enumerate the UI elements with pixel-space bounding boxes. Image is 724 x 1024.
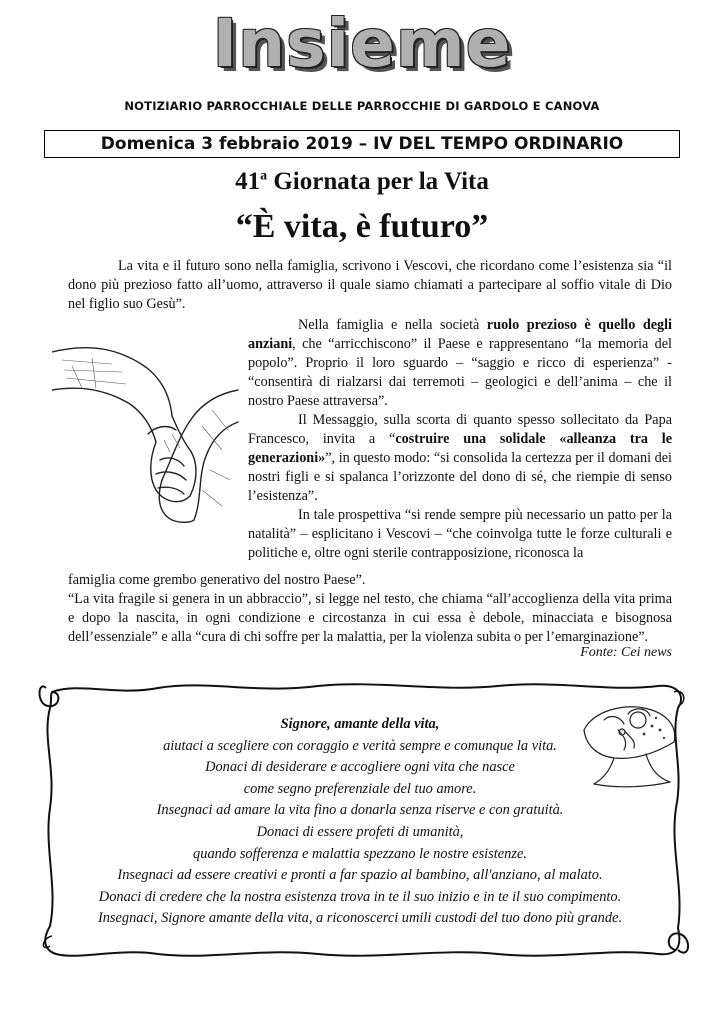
article-wide-text: [68, 571, 672, 647]
prayer-line: Donaci di desiderare e accogliere ogni vita che nasce: [205, 759, 515, 776]
paragraph-anziani: Nella famiglia e nella società ruolo prezioso è quello degli anziani, che “arricchiscono” il Paese e rappresentano “la memoria del popolo”. Proprio il loro sguardo – “saggio e ricco di esperienza” - “consentirà di rialzarsi dai terremoti – geologici e dell’anima – che il nostro Paese attraversa”.: [248, 317, 672, 409]
prayer-line: Insegnaci ad essere creativi e pronti a far spazio al bambino, all'anziano, al malato.: [117, 867, 603, 884]
prayer-line: quando sofferenza e malattia spezzano le nostre esistenze.: [193, 845, 527, 862]
bold-anziani: ruolo prezioso è quello degli anziani: [248, 317, 672, 352]
newsletter-subtitle: NOTIZIARIO PARROCCHIALE DELLE PARROCCHIE DI GARDOLO E CANOVA: [124, 99, 600, 113]
prayer-line: Donaci di credere che la nostra esistenza trova in te il suo inizio e in te il suo compimento.: [98, 888, 622, 905]
heading-superscript: a: [260, 168, 268, 184]
article-source: Fonte: Cei news: [580, 645, 672, 660]
article-title: “È vita, è futuro”: [235, 208, 489, 245]
paragraph-messaggio: Il Messaggio, sulla scorta di quanto spesso sollecitato da Papa Francesco, invita a “costruire una solidale «alleanza tra le generazioni»”, in questo modo: “si consolida la certezza per il domani dei nostri figli e si spalanca l’orizzonte del dono di sé, che riempie di senso l’esistenza”.: [248, 412, 673, 504]
article-column: [248, 316, 672, 563]
prayer-line: Insegnaci ad amare la vita fino a donarla senza riserve e con gratuità.: [156, 802, 564, 819]
prayer-line: Donaci di essere profeti di umanità,: [256, 823, 464, 840]
prayer-line: Insegnaci, Signore amante della vita, a riconoscerci umili custodi del tuo dono più grande.: [97, 910, 623, 927]
paragraph-prospettiva-cont: famiglia come grembo generativo del nostro Paese”.: [68, 572, 366, 588]
holding-hands-image: [52, 330, 240, 530]
masthead-title: Insieme: [212, 5, 512, 82]
heading-text: Giornata per la Vita: [267, 168, 489, 195]
prayer-line: Signore, amante della vita,: [280, 716, 440, 732]
heading-number: 41: [235, 168, 261, 195]
prayer-text: [60, 714, 660, 930]
prayer-line: come segno preferenziale del tuo amore.: [243, 780, 477, 797]
article-intro: La vita e il futuro sono nella famiglia, scrivono i Vescovi, che ricordano come l’esistenza sia “il dono più prezioso fatto all’uomo, attraverso il quale siamo chiamati a partecipare al soffio vitale di Dio nel figlio suo Gesù”.: [68, 258, 672, 312]
paragraph-prospettiva: In tale prospettiva “si rende sempre più necessario un patto per la natalità” – esplicitano i Vescovi – “che coinvolga tutte le forze culturali e politiche e, oltre ogni sterile contrapposizione, riconosca la: [248, 507, 672, 561]
prayer-line: aiutaci a scegliere con coraggio e verità sempre e comunque la vita.: [163, 737, 557, 754]
date-banner: Domenica 3 febbraio 2019 – IV DEL TEMPO ORDINARIO: [44, 130, 680, 158]
bold-alleanza: costruire una solidale «alleanza tra le generazioni»: [248, 431, 673, 466]
paragraph-vita-fragile: “La vita fragile si genera in un abbraccio”, si legge nel testo, che chiama “all’accoglienza della vita prima e dopo la nascita, in ogni condizione e circostanza in cui essa è debole, minacciata e bisognosa dell’essenziale” e alla “cura di chi soffre per la malattia, per la violenza subita o per l’emarginazione”.: [68, 591, 672, 645]
article-heading: [0, 168, 724, 196]
